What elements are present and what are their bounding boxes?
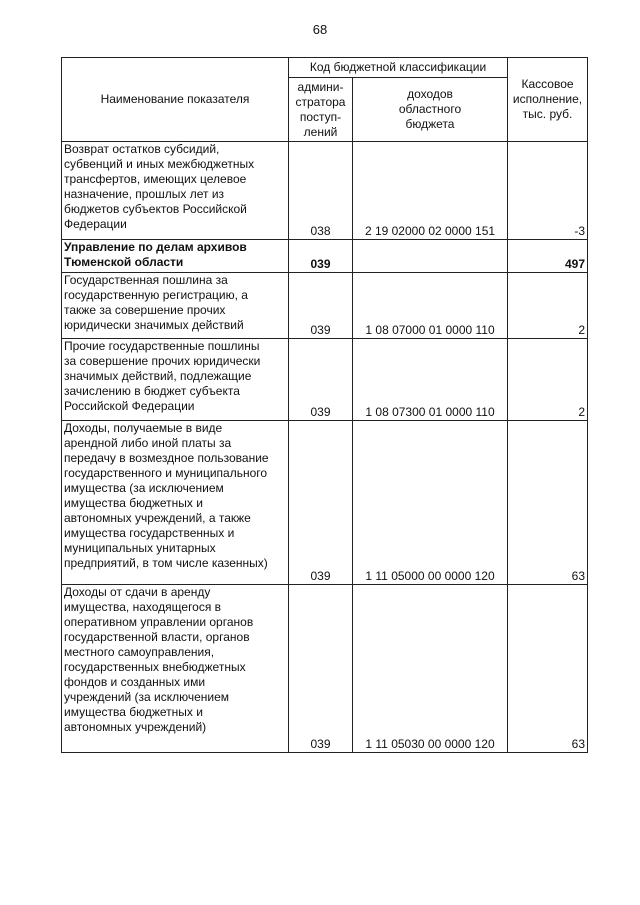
row-income-code: 1 08 07000 01 0000 110 <box>353 273 508 339</box>
row-admin-code: 039 <box>289 339 353 421</box>
row-admin-code: 039 <box>289 273 353 339</box>
header-indicator: Наименование показателя <box>62 58 289 142</box>
header-code-group: Код бюджетной классификации <box>289 58 508 78</box>
table-row <box>62 273 588 339</box>
row-value: 497 <box>508 240 588 273</box>
row-admin-code: 039 <box>289 421 353 585</box>
row-admin-code: 039 <box>289 585 353 753</box>
row-admin-code: 039 <box>289 240 353 273</box>
header-execution: Кассовое исполнение, тыс. руб. <box>508 58 588 142</box>
row-indicator: Государственная пошлина за государственную регистрацию, а также за совершение прочих юридически значимых действий <box>62 273 289 339</box>
header-admin: админи- стратора поступ- лений <box>289 78 353 142</box>
row-value: 63 <box>508 585 588 753</box>
row-value: 2 <box>508 273 588 339</box>
row-income-code: 1 11 05030 00 0000 120 <box>353 585 508 753</box>
table-row <box>62 240 588 273</box>
table-row <box>62 339 588 421</box>
page-number: 68 <box>312 22 328 37</box>
row-value: -3 <box>508 142 588 240</box>
row-income-code: 2 19 02000 02 0000 151 <box>353 142 508 240</box>
row-value: 63 <box>508 421 588 585</box>
row-value: 2 <box>508 339 588 421</box>
header-income: доходов областного бюджета <box>353 78 508 142</box>
header-row-top <box>62 58 588 78</box>
row-income-code: 1 11 05000 00 0000 120 <box>353 421 508 585</box>
table-row <box>62 585 588 753</box>
row-income-code: 1 08 07300 01 0000 110 <box>353 339 508 421</box>
row-indicator: Доходы, получаемые в виде арендной либо иной платы за передачу в возмездное пользование государственного и муниципального имущества (за исключением имущества бюджетных и автономных учреждений, а также имущества государственных и муниципальных унитарных предприятий, в том числе казенных) <box>62 421 289 585</box>
budget-table <box>61 57 588 753</box>
row-indicator: Возврат остатков субсидий, субвенций и иных межбюджетных трансфертов, имеющих целевое назначение, прошлых лет из бюджетов субъектов Российской Федерации <box>62 142 289 240</box>
row-indicator: Управление по делам архивов Тюменской области <box>62 240 289 273</box>
row-income-code <box>353 240 508 273</box>
table-row <box>62 421 588 585</box>
row-indicator: Прочие государственные пошлины за совершение прочих юридически значимых действий, подлежащие зачислению в бюджет субъекта Российской Федерации <box>62 339 289 421</box>
row-admin-code: 038 <box>289 142 353 240</box>
table-row <box>62 142 588 240</box>
row-indicator: Доходы от сдачи в аренду имущества, находящегося в оперативном управлении органов государственной власти, органов местного самоуправления, государственных внебюджетных фондов и созданных ими учреждений (за исключением имущества бюджетных и автономных учреждений) <box>62 585 289 753</box>
